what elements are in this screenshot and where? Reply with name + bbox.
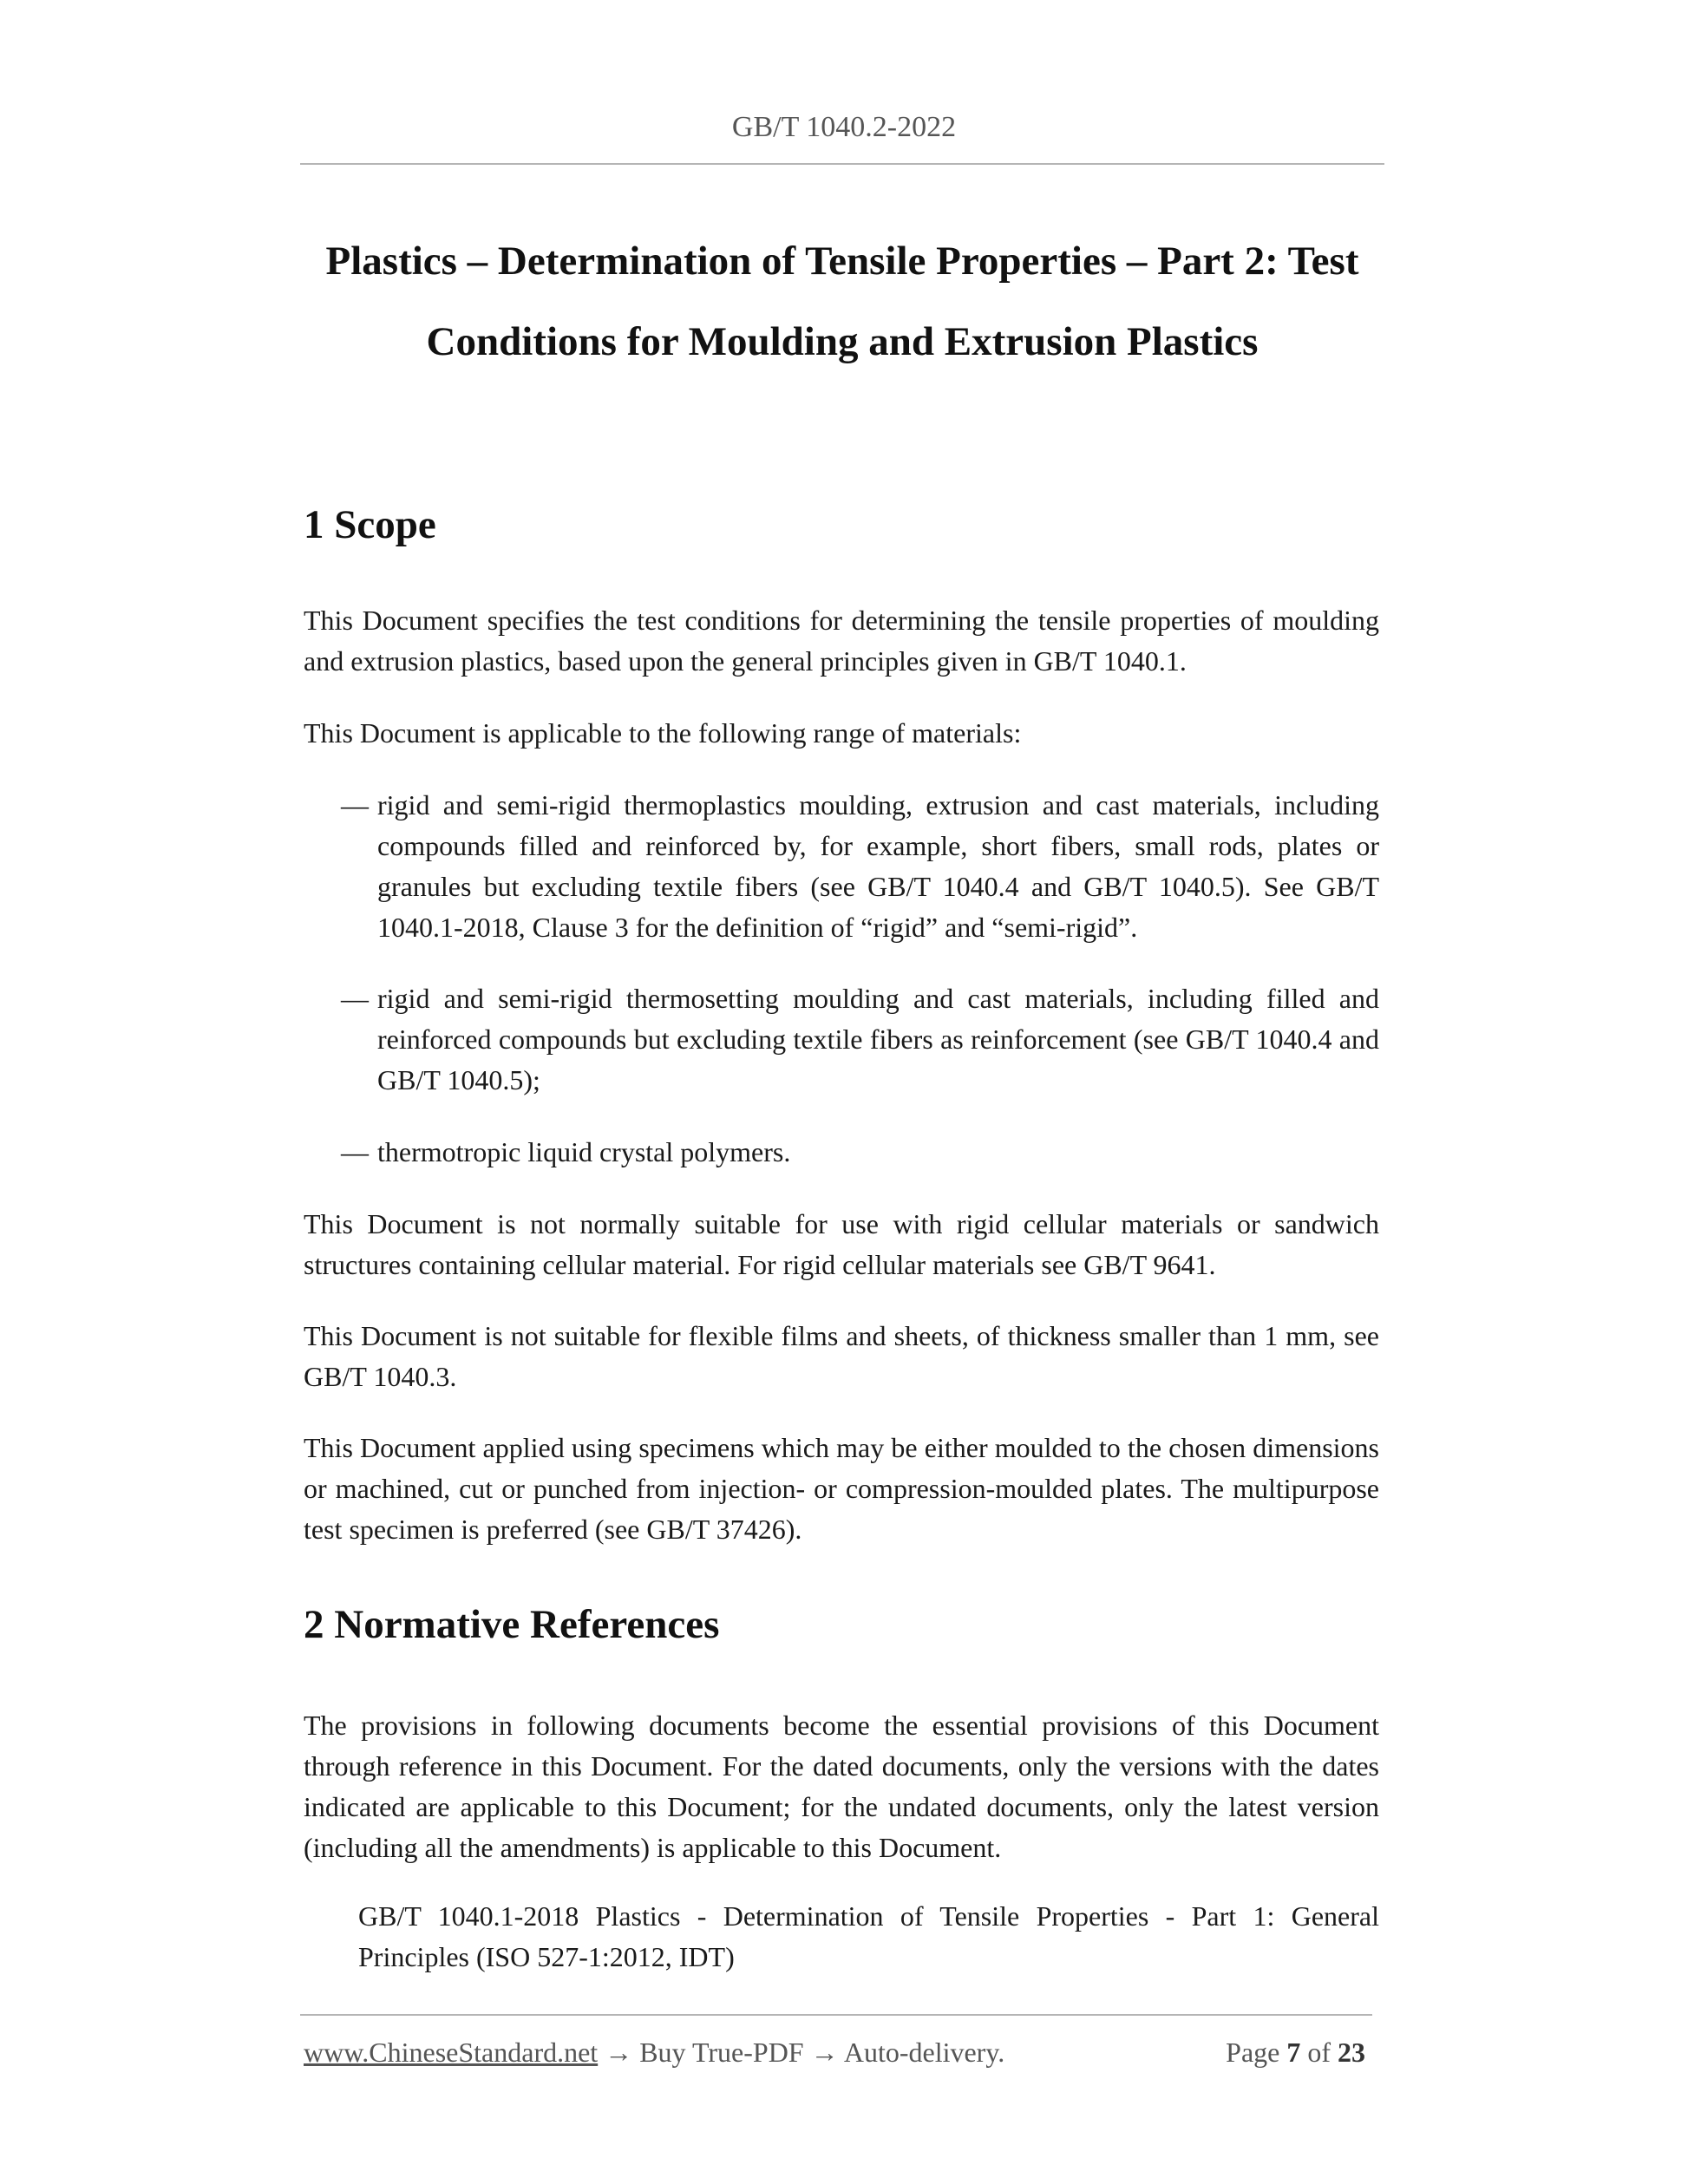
list-item — [341, 785, 1379, 948]
arrow-right-icon: → — [605, 2037, 633, 2068]
scope-paragraph-2: This Document is applicable to the following range of materials: — [304, 717, 1022, 749]
delivery-text: Auto-delivery. — [843, 2037, 1005, 2068]
of-label: of — [1307, 2037, 1331, 2068]
page-total: 23 — [1338, 2037, 1365, 2068]
standard-code-header: GB/T 1040.2-2022 — [731, 111, 957, 143]
page-number: 7 — [1286, 2037, 1301, 2068]
title-line-1: Plastics – Determination of Tensile Properties – Part 2: Test — [325, 239, 1359, 284]
footer-promo — [304, 2037, 1004, 2069]
list-dash: — — [341, 789, 369, 821]
list-item-text: thermotropic liquid crystal polymers. — [377, 1136, 791, 1167]
list-item — [341, 1132, 1379, 1173]
arrow-right-icon: → — [810, 2037, 839, 2068]
website-link[interactable]: www.ChineseStandard.net — [304, 2037, 599, 2068]
section-1-heading: 1 Scope — [304, 502, 436, 547]
list-item — [341, 978, 1379, 1101]
title-line-2: Conditions for Moulding and Extrusion Plastics — [426, 319, 1259, 364]
footer-divider — [300, 2014, 1372, 2016]
references-paragraph-1: The provisions in following documents become the essential provisions of this Document through reference in this Document. For the dated documents, only the versions with the dates indicated are applicable to this Document; for the undated documents, only the latest version (including all the amendments) is applicable to this Document. — [304, 1710, 1379, 1863]
reference-entry: GB/T 1040.1-2018 Plastics - Determination of Tensile Properties - Part 1: General Principles (ISO 527-1:2012, IDT) — [358, 1900, 1379, 1972]
scope-paragraph-4: This Document is not suitable for flexible films and sheets, of thickness smaller than 1 mm, see GB/T 1040.3. — [304, 1320, 1379, 1392]
list-item-text: rigid and semi-rigid thermosetting moulding and cast materials, including filled and reinforced compounds but excluding textile fibers as reinforcement (see GB/T 1040.4 and GB/T 1040.5); — [377, 983, 1379, 1095]
list-dash: — — [341, 983, 369, 1014]
list-dash: — — [341, 1136, 369, 1167]
buy-pdf-text: Buy True-PDF — [639, 2037, 804, 2068]
scope-paragraph-3: This Document is not normally suitable for use with rigid cellular materials or sandwich structures containing cellular material. For rigid cellular materials see GB/T 9641. — [304, 1208, 1379, 1280]
list-item-text: rigid and semi-rigid thermoplastics moulding, extrusion and cast materials, including compounds filled and reinforced by, for example, short fibers, small rods, plates or granules but excluding textile fibers (see GB/T 1040.4 and GB/T 1040.5). See GB/T 1040.1-2018, Clause 3 for the definition of “rigid” and “semi-rigid”. — [377, 789, 1379, 943]
document-title — [300, 221, 1384, 383]
scope-paragraph-1: This Document specifies the test conditions for determining the tensile properties of moulding and extrusion plastics, based upon the general principles given in GB/T 1040.1. — [304, 605, 1379, 677]
page-indicator — [1226, 2037, 1365, 2069]
page-label: Page — [1226, 2037, 1280, 2068]
header-divider — [300, 163, 1384, 165]
section-2-heading: 2 Normative References — [304, 1602, 720, 1647]
scope-paragraph-5: This Document applied using specimens which may be either moulded to the chosen dimensions or machined, cut or punched from injection‐ or compression‐moulded plates. The multipurpose test specimen is preferred (see GB/T 37426). — [304, 1432, 1379, 1545]
